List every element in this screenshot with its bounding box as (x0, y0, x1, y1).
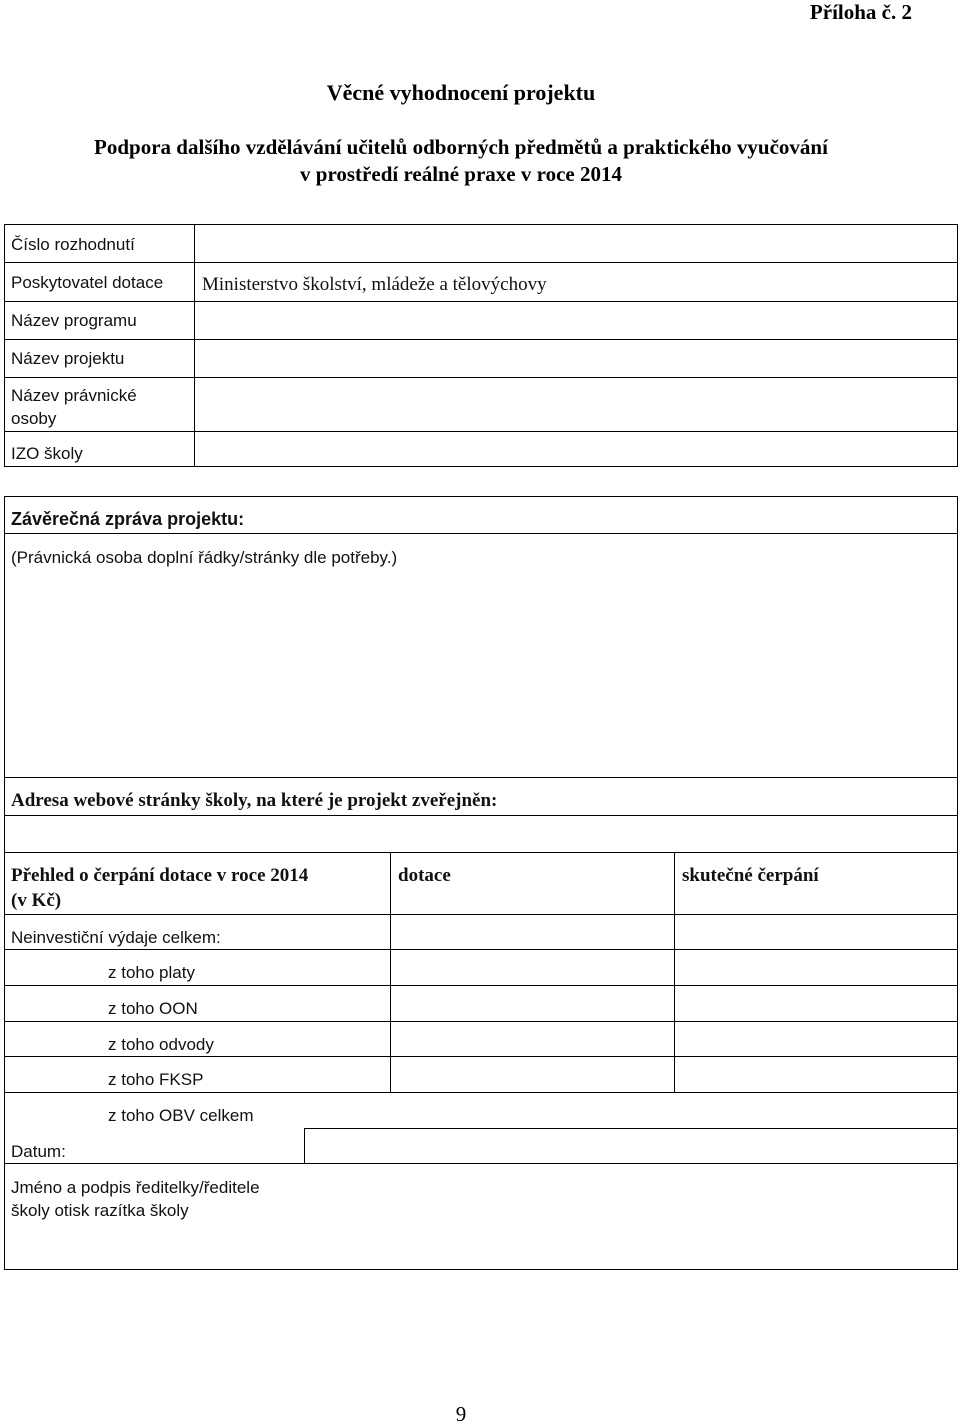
label-decision-number: Číslo rozhodnutí (11, 235, 135, 254)
label-program-name: Název programu (11, 311, 137, 330)
label-oon: z toho OON (108, 999, 198, 1018)
label-provider: Poskytovatel dotace (11, 273, 164, 292)
column-header-actual: skutečné čerpání (682, 865, 819, 886)
document-subtitle-line1: Podpora dalšího vzdělávání učitelů odborných předmětů a praktického vyučování (94, 135, 828, 159)
school-izo-field[interactable] (198, 433, 954, 465)
final-report-textarea[interactable] (8, 575, 954, 773)
appendix-label: Příloha č. 2 (809, 0, 912, 24)
page-number: 9 (455, 1402, 467, 1426)
total-actual-field[interactable] (678, 917, 954, 947)
label-project-name: Název projektu (11, 349, 125, 368)
column-header-subsidy: dotace (398, 865, 451, 886)
web-address-field[interactable] (8, 818, 954, 850)
label-salaries: z toho platy (108, 963, 195, 982)
finance-heading-line1: Přehled o čerpání dotace v roce 2014 (11, 865, 309, 886)
web-address-heading: Adresa webové stránky školy, na které je projekt zveřejněn: (11, 790, 498, 811)
legal-entity-field[interactable] (198, 379, 954, 429)
label-signature-line2: školy otisk razítka školy (11, 1201, 189, 1220)
label-obv-total: z toho OBV celkem (108, 1106, 254, 1125)
decision-number-field[interactable] (198, 226, 954, 260)
label-signature-line1: Jméno a podpis ředitelky/ředitele (11, 1178, 260, 1197)
document-title: Věcné vyhodnocení projektu (326, 80, 596, 105)
label-legal-entity-line2: osoby (11, 409, 57, 428)
label-school-izo: IZO školy (11, 444, 83, 463)
label-noninvestment-total: Neinvestiční výdaje celkem: (11, 928, 221, 947)
label-levies: z toho odvody (108, 1035, 214, 1054)
final-report-heading: Závěrečná zpráva projektu: (11, 509, 245, 529)
label-fksp: z toho FKSP (108, 1070, 204, 1089)
label-legal-entity-line1: Název právnické (11, 386, 137, 405)
finance-heading-line2: (v Kč) (11, 890, 62, 911)
document-subtitle-line2: v prostředí reálné praxe v roce 2014 (300, 162, 622, 186)
project-name-field[interactable] (198, 341, 954, 375)
final-report-note: (Právnická osoba doplní řádky/stránky dle potřeby.) (11, 548, 398, 567)
provider-value: Ministerstvo školství, mládeže a tělovýchovy (202, 274, 547, 295)
date-field[interactable] (308, 1131, 954, 1161)
total-subsidy-field[interactable] (394, 917, 672, 947)
signature-field[interactable] (308, 1167, 954, 1265)
label-date: Datum: (11, 1142, 66, 1161)
program-name-field[interactable] (198, 303, 954, 337)
